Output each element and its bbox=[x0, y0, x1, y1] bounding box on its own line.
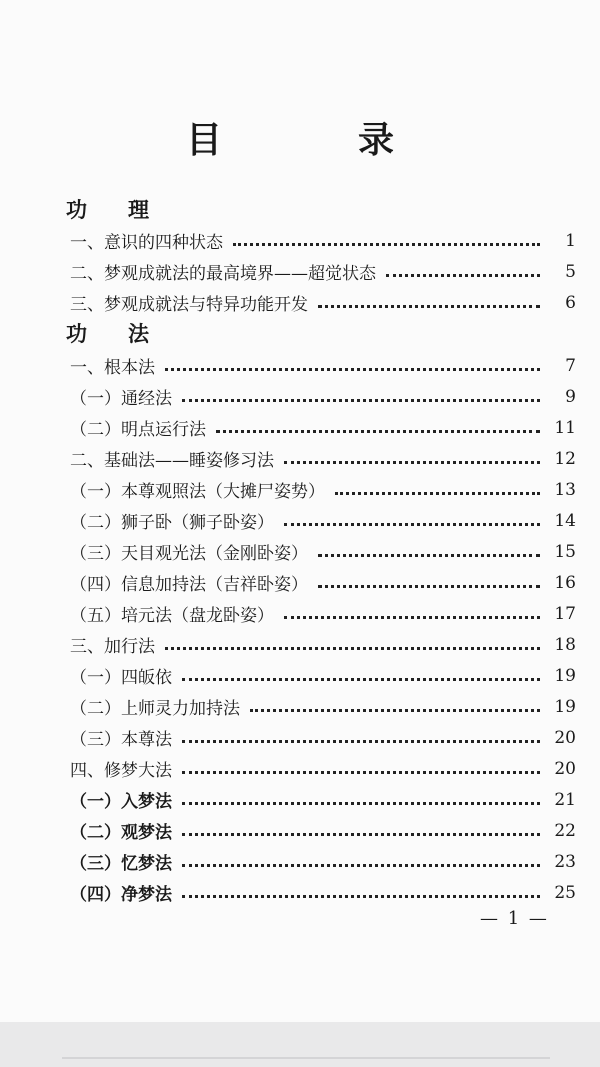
toc-entry-label: （二）上师灵力加持法 bbox=[70, 699, 240, 719]
toc-entry-label: （一）本尊观照法（大摊尸姿势） bbox=[70, 482, 325, 502]
dot-leader bbox=[182, 895, 540, 898]
toc-entry-label: （二）明点运行法 bbox=[70, 420, 206, 440]
toc-entry[interactable] bbox=[70, 381, 576, 412]
dot-leader bbox=[216, 430, 540, 433]
toc-entry-label: 四、修梦大法 bbox=[70, 761, 172, 781]
toc-entry[interactable] bbox=[70, 474, 576, 505]
dot-leader bbox=[182, 771, 540, 774]
toc-entry-page: 22 bbox=[554, 820, 576, 841]
toc-entry-label: （三）忆梦法 bbox=[70, 854, 172, 874]
page-number: — 1 — bbox=[480, 908, 549, 929]
toc-entry[interactable] bbox=[70, 753, 576, 784]
toc-entry[interactable] bbox=[70, 877, 576, 908]
toc-entry-page: 19 bbox=[554, 696, 576, 717]
toc-entry-label: 三、加行法 bbox=[70, 637, 155, 657]
toc-entry-label: 一、根本法 bbox=[70, 358, 155, 378]
toc-entry[interactable] bbox=[70, 567, 576, 598]
toc-entry[interactable] bbox=[70, 598, 576, 629]
dot-leader bbox=[335, 492, 540, 495]
toc-entry-page: 5 bbox=[565, 261, 576, 282]
toc-entry[interactable] bbox=[70, 536, 576, 567]
toc-entry-page: 20 bbox=[554, 758, 576, 779]
toc-entry[interactable] bbox=[70, 225, 576, 256]
dot-leader bbox=[318, 585, 540, 588]
toc-entry-label: 三、梦观成就法与特异功能开发 bbox=[70, 295, 308, 315]
toc-entry-label: 一、意识的四种状态 bbox=[70, 233, 223, 253]
toc-entry-page: 14 bbox=[554, 510, 576, 531]
toc-list-gongfa bbox=[70, 350, 576, 908]
dot-leader bbox=[284, 461, 540, 464]
toc-entry[interactable] bbox=[70, 660, 576, 691]
toc-entry-page: 1 bbox=[565, 230, 576, 251]
toc-entry-label: （二）狮子卧（狮子卧姿） bbox=[70, 513, 274, 533]
dot-leader bbox=[182, 678, 540, 681]
section-heading-gongli: 功 理 bbox=[66, 198, 159, 222]
toc-entry-page: 23 bbox=[554, 851, 576, 872]
toc-entry-label: （三）本尊法 bbox=[70, 730, 172, 750]
dot-leader bbox=[250, 709, 540, 712]
toc-entry[interactable] bbox=[70, 691, 576, 722]
toc-entry-page: 12 bbox=[554, 448, 576, 469]
toc-entry-page: 11 bbox=[554, 417, 576, 438]
toc-list-gongli bbox=[70, 225, 576, 318]
toc-entry-label: （三）天目观光法（金刚卧姿） bbox=[70, 544, 308, 564]
toc-entry-label: （一）四皈依 bbox=[70, 668, 172, 688]
section-heading-gongfa: 功 法 bbox=[66, 322, 159, 346]
page-title: 目 录 bbox=[185, 120, 444, 161]
toc-entry-label: 二、基础法——睡姿修习法 bbox=[70, 451, 274, 471]
toc-entry-page: 17 bbox=[554, 603, 576, 624]
toc-entry[interactable] bbox=[70, 287, 576, 318]
toc-entry[interactable] bbox=[70, 722, 576, 753]
toc-entry-page: 21 bbox=[554, 789, 576, 810]
toc-entry[interactable] bbox=[70, 443, 576, 474]
dot-leader bbox=[165, 368, 540, 371]
toc-entry-label: （五）培元法（盘龙卧姿） bbox=[70, 606, 274, 626]
dot-leader bbox=[182, 802, 540, 805]
toc-entry-label: （一）入梦法 bbox=[70, 792, 172, 812]
toc-entry-page: 25 bbox=[554, 882, 576, 903]
toc-entry-label: 二、梦观成就法的最高境界——超觉状态 bbox=[70, 264, 376, 284]
toc-entry-label: （四）信息加持法（吉祥卧姿） bbox=[70, 575, 308, 595]
dot-leader bbox=[182, 399, 540, 402]
toc-entry-page: 7 bbox=[565, 355, 576, 376]
toc-entry-label: （四）净梦法 bbox=[70, 885, 172, 905]
dot-leader bbox=[182, 864, 540, 867]
dot-leader bbox=[284, 616, 540, 619]
dot-leader bbox=[182, 833, 540, 836]
dot-leader bbox=[165, 647, 540, 650]
toc-entry-label: （一）通经法 bbox=[70, 389, 172, 409]
dot-leader bbox=[386, 274, 540, 277]
toc-entry[interactable] bbox=[70, 784, 576, 815]
toc-entry-page: 16 bbox=[554, 572, 576, 593]
toc-entry[interactable] bbox=[70, 815, 576, 846]
toc-entry-page: 9 bbox=[565, 386, 576, 407]
dot-leader bbox=[318, 554, 540, 557]
dot-leader bbox=[318, 305, 540, 308]
viewer-bottom-bar bbox=[0, 1022, 600, 1067]
toc-entry[interactable] bbox=[70, 256, 576, 287]
dot-leader bbox=[233, 243, 540, 246]
toc-entry[interactable] bbox=[70, 505, 576, 536]
toc-entry[interactable] bbox=[70, 350, 576, 381]
dot-leader bbox=[284, 523, 540, 526]
toc-entry[interactable] bbox=[70, 412, 576, 443]
dot-leader bbox=[182, 740, 540, 743]
toc-entry[interactable] bbox=[70, 846, 576, 877]
toc-entry[interactable] bbox=[70, 629, 576, 660]
toc-entry-page: 15 bbox=[554, 541, 576, 562]
toc-entry-page: 19 bbox=[554, 665, 576, 686]
toc-entry-page: 6 bbox=[565, 292, 576, 313]
toc-entry-page: 18 bbox=[554, 634, 576, 655]
divider-line bbox=[62, 1057, 550, 1059]
toc-entry-page: 20 bbox=[554, 727, 576, 748]
toc-entry-page: 13 bbox=[554, 479, 576, 500]
toc-entry-label: （二）观梦法 bbox=[70, 823, 172, 843]
